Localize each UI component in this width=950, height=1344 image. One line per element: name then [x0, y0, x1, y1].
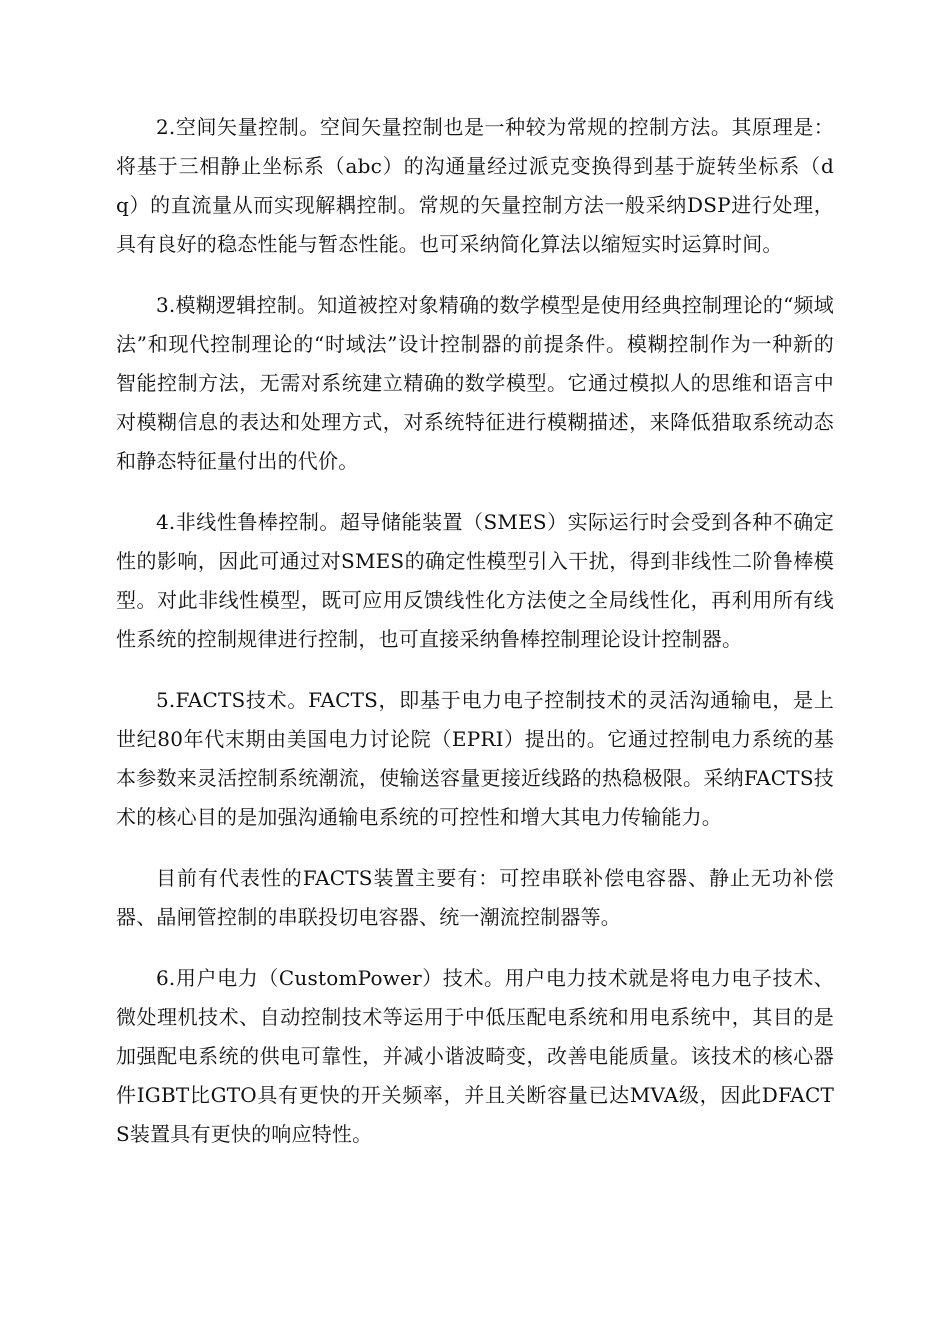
paragraph-custom-power: 6.用户电力（CustomPower）技术。用户电力技术就是将电力电子技术、微处理机技术、自动控制技术等运用于中低压配电系统和用电系统中，其目的是加强配电系统的供电可靠性，并减小谐波畸变，改善电能质量。该技术的核心器件IGBT比GTO具有更快的开关频率，并且关断容量已达MVA级，因此DFACTS装置具有更快的响应特性。 [116, 966, 834, 1146]
paragraph-fuzzy-logic-control: 3.模糊逻辑控制。知道被控对象精确的数学模型是使用经典控制理论的“频域法”和现代控制理论的“时域法”设计控制器的前提条件。模糊控制作为一种新的智能控制方法，无需对系统建立精确的数学模型。它通过模拟人的思维和语言中对模糊信息的表达和处理方式，对系统特征进行模糊描述，来降低猎取系统动态和静态特征量付出的代价。 [116, 293, 834, 473]
paragraph-nonlinear-robust-control: 4.非线性鲁棒控制。超导储能装置（SMES）实际运行时会受到各种不确定性的影响，因此可通过对SMES的确定性模型引入干扰，得到非线性二阶鲁棒模型。对此非线性模型，既可应用反馈线性化方法使之全局线性化，再利用所有线性系统的控制规律进行控制，也可直接采纳鲁棒控制理论设计控制器。 [116, 510, 834, 651]
paragraph-space-vector-control: 2.空间矢量控制。空间矢量控制也是一种较为常规的控制方法。其原理是：将基于三相静止坐标系（abc）的沟通量经过派克变换得到基于旋转坐标系（dq）的直流量从而实现解耦控制。常规的矢量控制方法一般采纳DSP进行处理，具有良好的稳态性能与暂态性能。也可采纳简化算法以缩短实时运算时间。 [116, 115, 834, 256]
document-page [116, 108, 834, 1176]
paragraph-facts-technology: 5.FACTS技术。FACTS，即基于电力电子控制技术的灵活沟通输电，是上世纪80年代末期由美国电力讨论院（EPRI）提出的。它通过控制电力系统的基本参数来灵活控制系统潮流，使输送容量更接近线路的热稳极限。采纳FACTS技术的核心目的是加强沟通输电系统的可控性和增大其电力传输能力。 [116, 688, 834, 829]
paragraph-facts-devices: 目前有代表性的FACTS装置主要有：可控串联补偿电容器、静止无功补偿器、晶闸管控制的串联投切电容器、统一潮流控制器等。 [116, 866, 834, 929]
